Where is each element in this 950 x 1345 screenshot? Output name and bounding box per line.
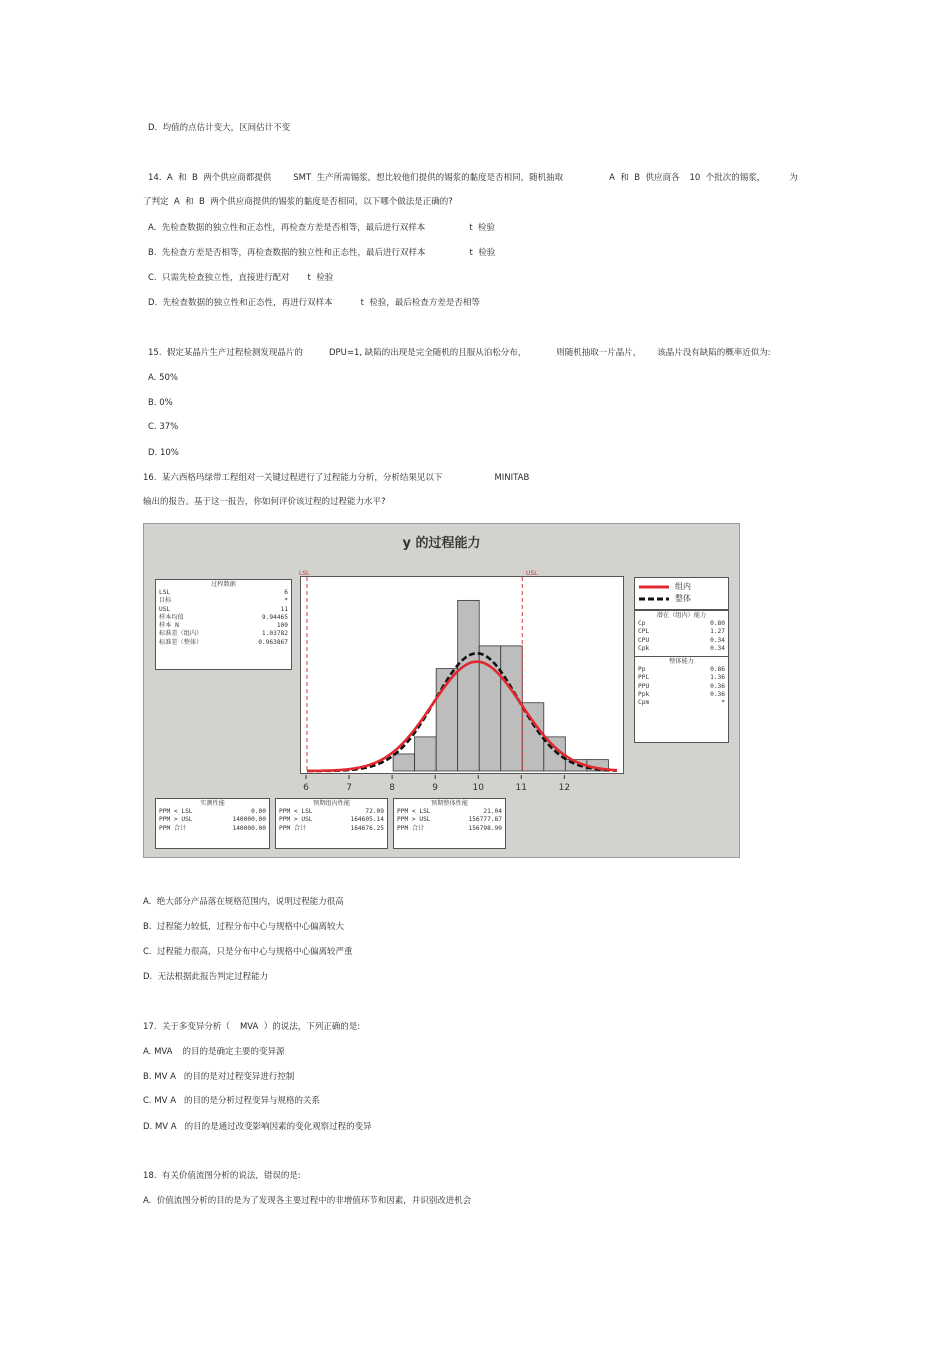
potential-header: 潜在（组内）能力 — [656, 612, 707, 619]
q14-stem-part2: SMT 生产所需锡浆，想比较他们提供的锡浆的黏度是否相同，随机抽取 — [293, 173, 564, 183]
overall-capability-row — [635, 691, 728, 699]
expected-overall-value: 156798.90 — [468, 824, 502, 832]
x-tick-label: 12 — [558, 783, 571, 793]
capability-box — [634, 610, 729, 743]
process-data-row — [156, 630, 291, 638]
expected-within-value: 72.09 — [365, 808, 384, 815]
q13-option-d: D. 均值的点估计变大，区间估计不变 — [148, 123, 291, 133]
overall-capability-row — [635, 699, 728, 707]
observed-performance-label: PPM < LSL — [159, 808, 193, 815]
expected-overall-value: 21.04 — [483, 808, 502, 815]
q16-stem-line1 — [143, 472, 529, 484]
exp-overall-header: 预期整体性能 — [430, 800, 469, 807]
potential-capability-label: CPL — [638, 628, 650, 636]
process-data-header: 过程数据 — [211, 581, 236, 588]
q14-option-d-tail: t 检验，最后检查方差是否相等 — [360, 298, 480, 308]
process-data-value: * — [284, 597, 288, 605]
legend-label-overall: 整体 — [675, 594, 691, 603]
process-data-label: USL — [159, 605, 171, 613]
q14-stem-line2: 了判定 A 和 B 两个供应商提供的锡浆的黏度是否相同，以下哪个做法是正确的? — [143, 197, 453, 207]
lsl-label: LSL — [299, 570, 310, 577]
overall-capability-value: 0.36 — [710, 682, 725, 690]
q14-option-a — [148, 222, 495, 234]
process-data-label: 标准差（组内） — [159, 630, 203, 638]
process-data-value: 100 — [276, 622, 288, 630]
expected-within-value: 164605.14 — [350, 816, 384, 824]
process-data-value: 1.03782 — [261, 630, 288, 638]
potential-capability-value: 0.34 — [710, 636, 725, 644]
overall-capability-row — [635, 683, 728, 691]
potential-capability-label: CPU — [638, 636, 650, 644]
process-data-row — [156, 606, 291, 614]
legend-item-within — [639, 582, 728, 592]
q17-option-a-text: 的目的是确定主要的变异源 — [182, 1047, 285, 1057]
observed-performance-label: PPM 合计 — [159, 824, 187, 832]
q14-option-b-tail: t 检验 — [469, 248, 496, 258]
expected-overall-row — [394, 825, 505, 833]
overall-capability-value: 0.36 — [710, 691, 725, 699]
overall-capability-row — [635, 674, 728, 682]
q17-option-a-prefix: A. MVA — [143, 1047, 173, 1057]
process-data-label: 标准差（整体） — [159, 638, 203, 646]
observed-performance-row — [156, 825, 269, 833]
exp-within-header: 预期组内性能 — [312, 800, 351, 807]
q15-option-d: D. 10% — [148, 448, 179, 458]
legend-item-overall — [639, 594, 728, 604]
expected-within-label: PPM 合计 — [279, 824, 307, 832]
overall-capability-value: 0.86 — [710, 666, 725, 674]
observed-performance-value: 140000.00 — [232, 824, 266, 832]
q17-option-d-prefix: D. MV A — [143, 1122, 177, 1132]
q17-option-b-text: 的目的是对过程变异进行控制 — [183, 1072, 295, 1082]
histogram-bar — [393, 754, 415, 771]
q14-stem-part1: 14. A 和 B 两个供应商都提供 — [148, 173, 272, 183]
q16-option-b: B. 过程能力较低，过程分布中心与规格中心偏离较大 — [143, 922, 344, 932]
q16-stem-part2: MINITAB — [494, 473, 530, 483]
q14-stem-part3: A 和 B 供应商各 — [609, 173, 680, 183]
x-tick-label: 6 — [303, 783, 309, 793]
x-axis — [292, 775, 632, 795]
q15-stem-part4: 该晶片没有缺陷的概率近似为: — [657, 348, 771, 358]
potential-capability-label: Cp — [638, 620, 646, 627]
q17-option-b — [143, 1071, 294, 1083]
process-data-value: 6 — [284, 589, 288, 596]
q18-stem: 18. 有关价值流图分析的说法，错误的是: — [143, 1171, 301, 1181]
q14-stem-part4: 10 个批次的锡浆， — [689, 173, 766, 183]
legend-swatch-overall — [639, 596, 669, 602]
process-data-row — [156, 589, 291, 597]
overall-capability-label: Cpm — [638, 699, 650, 707]
expected-within-row — [276, 816, 387, 824]
overall-capability-label: PPU — [638, 682, 650, 690]
observed-performance-value: 140000.00 — [232, 816, 266, 824]
q17-option-c-prefix: C. MV A — [143, 1096, 177, 1106]
potential-capability-label: Cpk — [638, 644, 650, 652]
observed-performance-label: PPM > USL — [159, 816, 193, 824]
q18-option-a: A. 价值流图分析的目的是为了发现各主要过程中的非增值环节和因素，并识别改进机会 — [143, 1196, 472, 1206]
q17-stem-part1: 17. 关于多变异分析（ — [143, 1022, 230, 1032]
legend-box — [634, 577, 729, 610]
overall-capability-value: * — [721, 699, 725, 707]
process-data-label: 目标 — [159, 597, 172, 605]
q17-option-c-text: 的目的是分析过程变异与规格的关系 — [184, 1096, 321, 1106]
overall-header: 整体能力 — [669, 658, 694, 666]
histogram-bar — [479, 646, 501, 771]
process-data-label: 样本 N — [159, 622, 179, 630]
histogram-bar — [458, 600, 480, 771]
expected-overall-label: PPM < LSL — [397, 808, 431, 815]
q14-option-d-text: D. 先检查数据的独立性和正态性，再进行双样本 — [148, 298, 333, 308]
q16-stem-part1: 16. 某六西格玛绿带工程组对一关键过程进行了过程能力分析，分析结果见以下 — [143, 473, 443, 483]
q14-option-b-text: B. 先检查方差是否相等，再检查数据的独立性和正态性，最后进行双样本 — [148, 248, 426, 258]
expected-overall-label: PPM 合计 — [397, 824, 425, 832]
overall-capability-value: 1.36 — [710, 674, 725, 682]
observed-header: 实测性能 — [200, 800, 225, 807]
expected-within-row — [276, 825, 387, 833]
q16-stem-line2: 输出的报告。基于这一报告，你如何评价该过程的过程能力水平? — [143, 497, 386, 507]
figure-title: y 的过程能力 — [402, 536, 481, 551]
q17-option-c — [143, 1095, 320, 1107]
process-data-row — [156, 614, 291, 622]
q17-option-d — [143, 1121, 372, 1133]
process-data-label: 样本均值 — [159, 613, 184, 621]
potential-capability-row — [635, 637, 728, 645]
legend-swatch-within — [639, 584, 669, 590]
process-data-value: 11 — [280, 605, 288, 613]
expected-overall-value: 156777.87 — [468, 816, 502, 824]
potential-capability-value: 0.34 — [710, 644, 725, 652]
observed-performance-row — [156, 816, 269, 824]
process-data-value: 0.963867 — [258, 638, 288, 646]
process-data-row — [156, 597, 291, 605]
q14-option-c — [148, 272, 333, 284]
observed-performance-box — [155, 798, 270, 849]
q14-option-a-tail: t 检验 — [469, 223, 496, 233]
observed-performance-row — [156, 808, 269, 816]
histogram-chart — [301, 577, 623, 773]
q14-option-b — [148, 247, 495, 259]
q15-option-c: C. 37% — [148, 422, 179, 432]
q15-stem-part3: 则随机抽取一片晶片， — [556, 348, 642, 358]
q17-option-a — [143, 1046, 285, 1058]
overall-capability-label: PPL — [638, 674, 650, 682]
q14-option-c-text: C. 只需先检查独立性，直接进行配对 — [148, 273, 290, 283]
x-tick-label: 9 — [432, 783, 439, 793]
q15-option-b: B. 0% — [148, 398, 173, 408]
histogram-bar — [522, 703, 544, 771]
x-tick-label: 11 — [515, 783, 528, 793]
expected-within-box — [275, 798, 388, 849]
q15-stem-part1: 15. 假定某晶片生产过程检测发现晶片的 — [148, 348, 303, 358]
process-data-row — [156, 639, 291, 647]
q14-stem-part5: 为 — [789, 173, 798, 183]
potential-capability-value: 0.80 — [710, 620, 725, 627]
histogram-bar — [415, 737, 437, 771]
q15-stem-part2: DPU=1, 缺陷的出现是完全随机的且服从泊松分布， — [328, 348, 527, 358]
process-data-box — [155, 579, 292, 670]
q17-option-d-text: 的目的是通过改变影响因素的变化观察过程的变异 — [184, 1122, 372, 1132]
x-tick-label: 7 — [346, 783, 352, 793]
potential-capability-row — [635, 645, 728, 653]
legend-label-within: 组内 — [675, 582, 691, 591]
expected-within-value: 164676.25 — [350, 824, 384, 832]
q16-option-c: C. 过程能力很高，只是分布中心与规格中心偏离较严重 — [143, 947, 353, 957]
overall-capability-row — [635, 666, 728, 674]
x-tick-label: 10 — [472, 783, 484, 793]
x-tick-label: 8 — [389, 783, 395, 793]
expected-within-row — [276, 808, 387, 816]
q14-option-a-text: A. 先检查数据的独立性和正态性，再检查方差是否相等，最后进行双样本 — [148, 223, 426, 233]
usl-label: USL — [526, 570, 538, 577]
observed-performance-value: 0.00 — [251, 808, 266, 815]
q17-stem — [143, 1021, 360, 1033]
q14-option-d — [148, 297, 480, 309]
process-data-value: 9.94465 — [261, 613, 288, 621]
overall-capability-label: Ppk — [638, 691, 650, 699]
expected-within-label: PPM > USL — [279, 816, 313, 824]
q15-option-a: A. 50% — [148, 373, 178, 383]
expected-overall-box — [393, 798, 506, 849]
overall-capability-label: Pp — [638, 666, 646, 674]
q16-option-a: A. 绝大部分产品落在规格范围内，说明过程能力很高 — [143, 897, 344, 907]
histogram-plot-area — [300, 576, 624, 774]
expected-overall-row — [394, 816, 505, 824]
q14-option-c-tail: t 检验 — [307, 273, 334, 283]
expected-overall-row — [394, 808, 505, 816]
q16-option-d: D. 无法根据此报告判定过程能力 — [143, 972, 269, 982]
q14-stem-line1 — [148, 172, 798, 184]
potential-capability-row — [635, 628, 728, 636]
process-data-label: LSL — [159, 589, 171, 596]
expected-overall-label: PPM > USL — [397, 816, 431, 824]
q17-stem-part2: MVA ）的说法，下列正确的是: — [239, 1022, 361, 1032]
potential-capability-value: 1.27 — [710, 628, 725, 636]
q17-option-b-prefix: B. MV A — [143, 1072, 176, 1082]
potential-capability-row — [635, 620, 728, 628]
histogram-bar — [501, 646, 523, 771]
q15-stem — [148, 347, 771, 359]
expected-within-label: PPM < LSL — [279, 808, 313, 815]
